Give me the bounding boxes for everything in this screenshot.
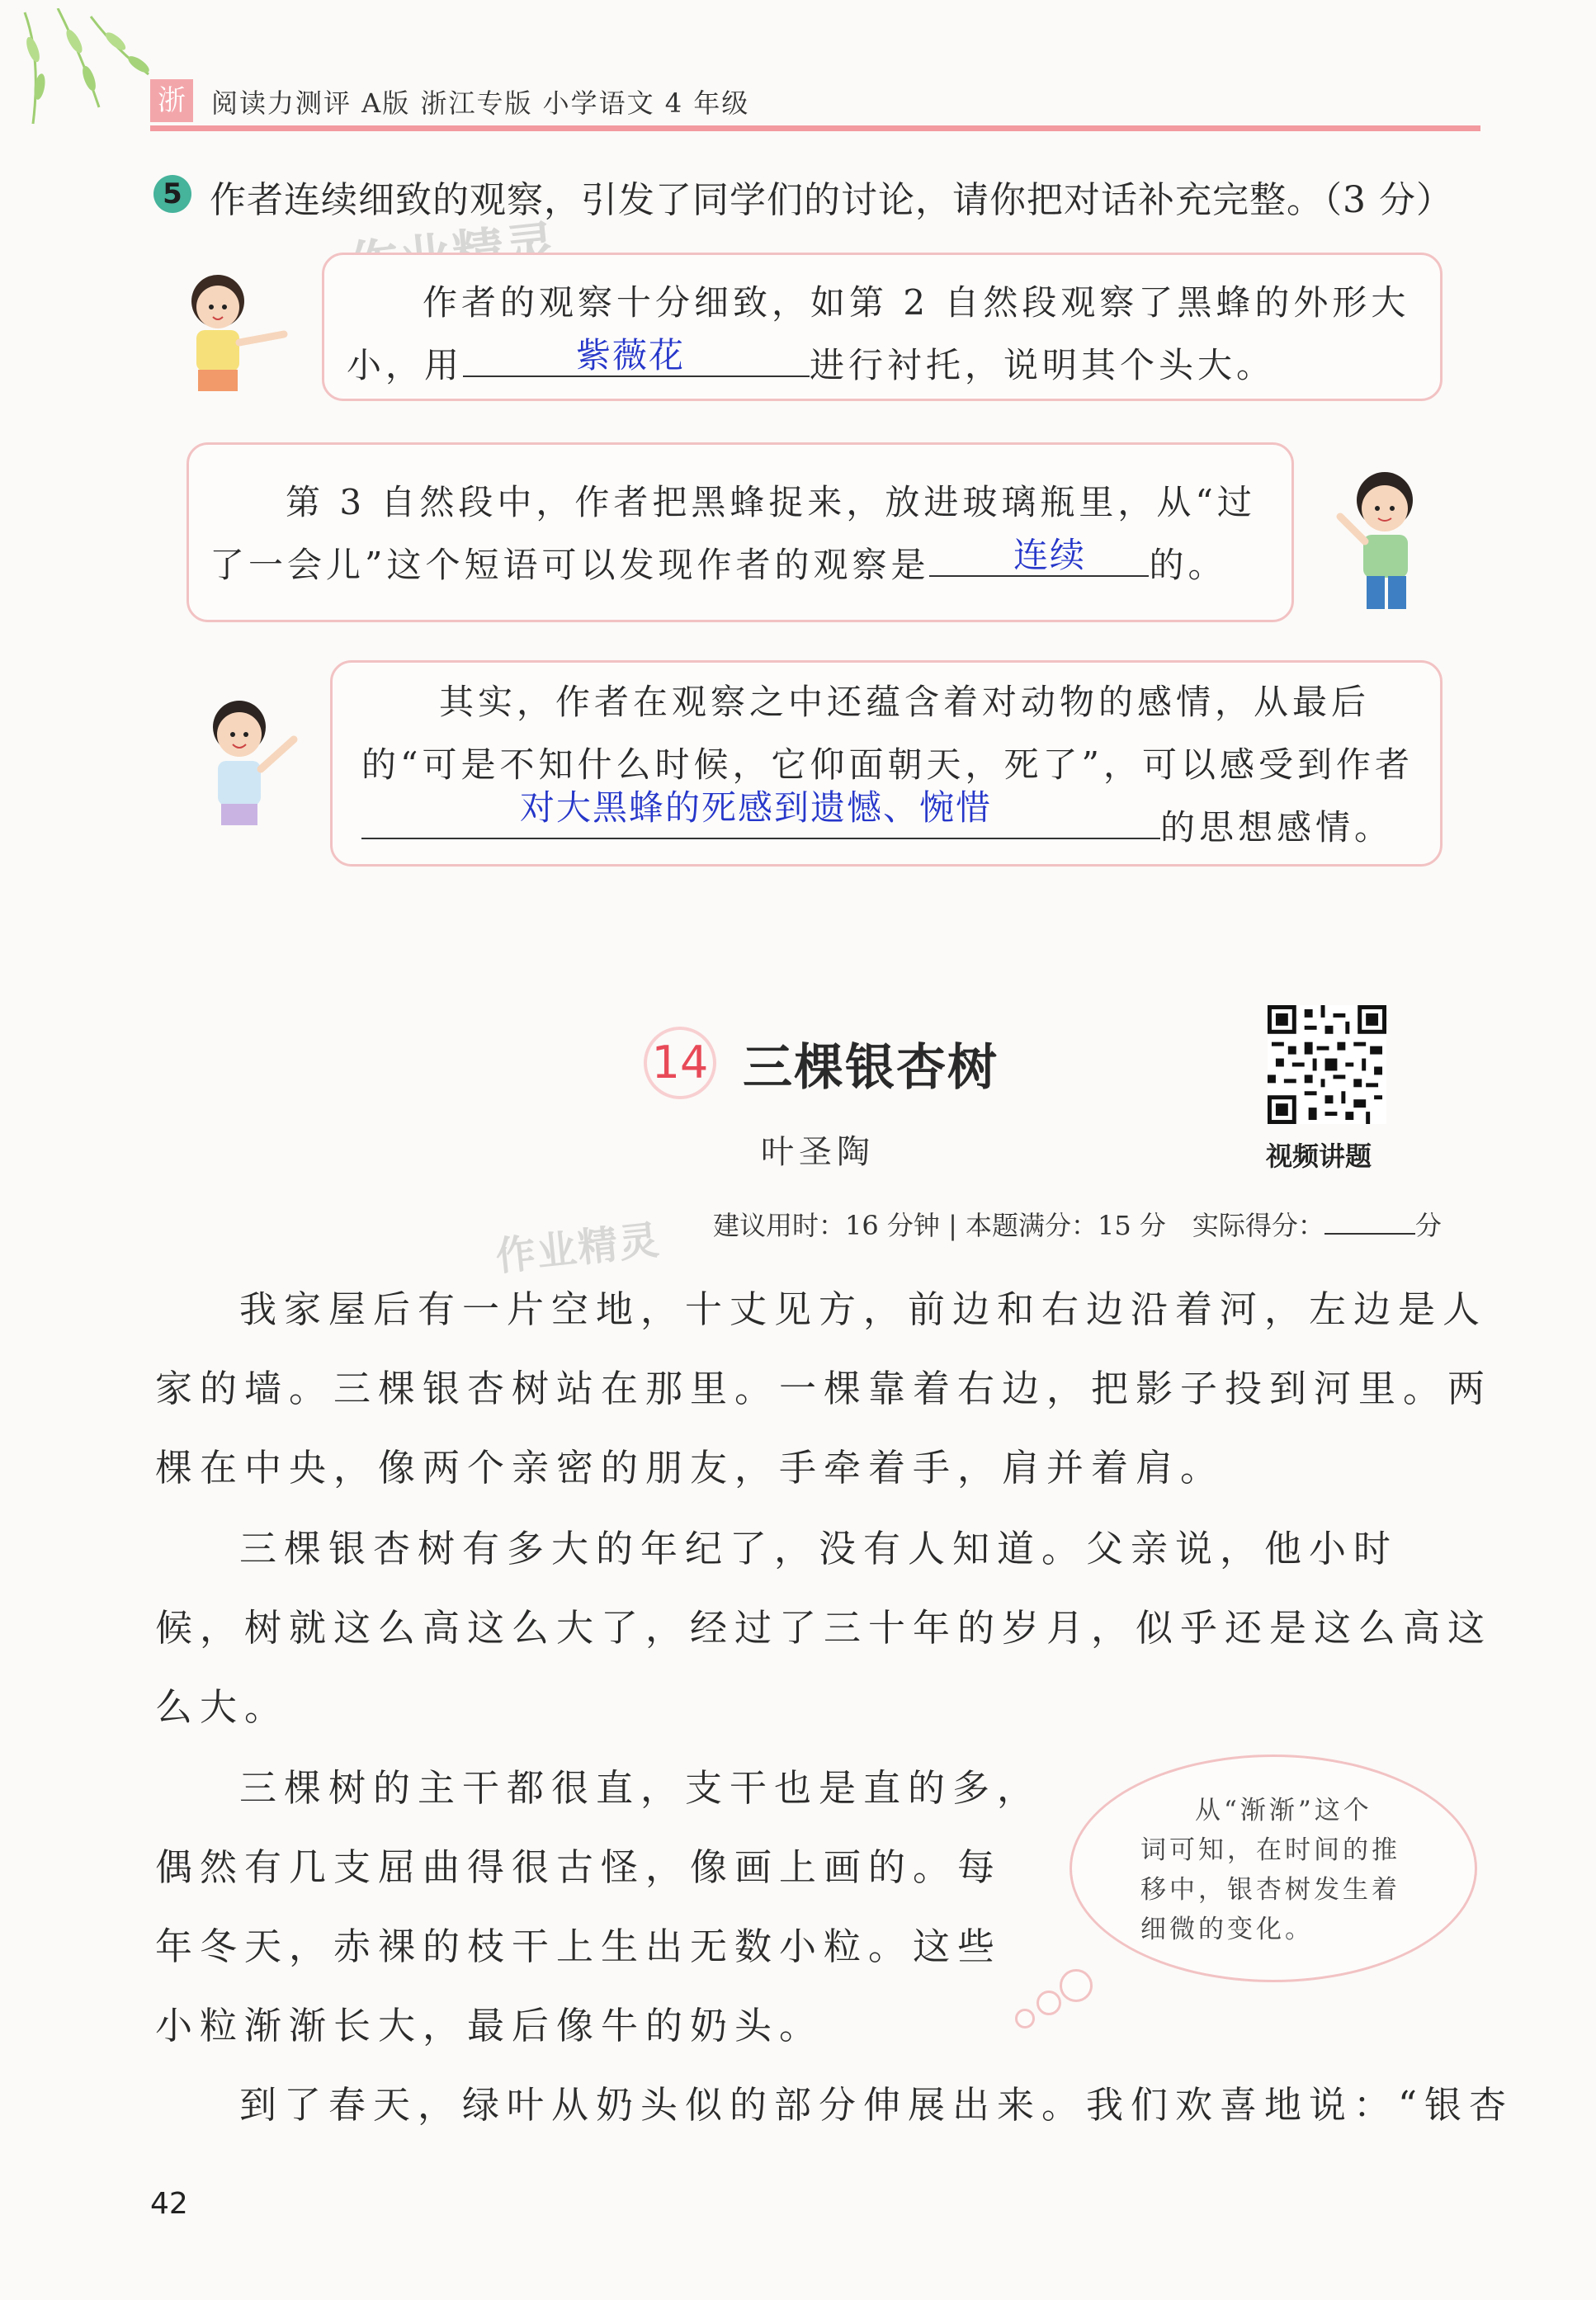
bubble-1-line-2-prefix: 小，用: [347, 345, 464, 385]
bubble-2-line-1: 第 3 自然段中，作者把黑蜂捉来，放进玻璃瓶里，从“过: [286, 482, 1256, 522]
paragraph-2-line-2: 候，树就这么高这么大了，经过了三十年的岁月，似乎还是这么高这: [155, 1606, 1493, 1650]
note-bubble-dot: [1015, 2009, 1035, 2028]
paragraph-3-line-4: 小粒渐渐长大，最后像牛的奶头。: [155, 2004, 824, 2047]
book-title: 阅读力测评 A版 浙江专版 小学语文 4 年级: [211, 87, 750, 119]
lesson-title: 三棵银杏树: [743, 1039, 999, 1097]
girl-illustration-icon: [160, 264, 300, 404]
side-note-line-4: 细微的变化。: [1140, 1915, 1314, 1944]
lesson-meta-text: 建议用时：16 分钟 | 本题满分：15 分 实际得分：: [713, 1210, 1324, 1241]
boy-waving-illustration-icon: [182, 690, 322, 847]
score-blank[interactable]: [1324, 1208, 1415, 1235]
side-note-line-2: 词可知，在时间的推: [1140, 1835, 1400, 1865]
bubble-3-line-3-suffix: 的思想感情。: [1160, 807, 1394, 848]
note-bubble-dot: [1060, 1969, 1093, 2002]
bubble-3-line-2: 的“可是不知什么时候，它仰面朝天，死了”，可以感受到作者: [361, 744, 1414, 785]
bubble-1-line-1: 作者的观察十分细致，如第 2 自然段观察了黑蜂的外形大: [423, 282, 1410, 323]
paragraph-4-line-1: 到了春天，绿叶从奶头似的部分伸展出来。我们欢喜地说：“银杏: [239, 2083, 1514, 2127]
handwritten-answer-3: 对大黑蜂的死感到遗憾、惋惜: [520, 787, 993, 828]
paragraph-2-line-1: 三棵银杏树有多大的年纪了，没有人知道。父亲说，他小时: [239, 1527, 1399, 1570]
willow-leaves-decoration: [8, 8, 173, 132]
paragraph-3-line-1: 三棵树的主干都很直，支干也是直的多，: [239, 1766, 1042, 1810]
boy-illustration-icon: [1319, 459, 1467, 616]
qr-code-icon[interactable]: [1268, 1005, 1386, 1124]
bubble-1-line-2-suffix: 进行衬托，说明其个头大。: [810, 345, 1276, 385]
handwritten-answer-1: 紫薇花: [576, 335, 686, 375]
paragraph-2-line-3: 么大。: [155, 1685, 290, 1729]
qr-code-label: 视频讲题: [1266, 1141, 1372, 1172]
side-note-line-1: 从“渐渐”这个: [1195, 1796, 1372, 1825]
province-tag: 浙: [150, 79, 193, 122]
bubble-2-line-2-suffix: 的。: [1149, 545, 1227, 585]
watermark: 作业精灵: [493, 1216, 663, 1281]
note-bubble-dot: [1036, 1991, 1061, 2015]
lesson-author: 叶圣陶: [761, 1133, 875, 1171]
dialogue-bubble-2: [187, 442, 1294, 622]
bubble-3-line-1: 其实，作者在观察之中还蕴含着对动物的感情，从最后: [439, 682, 1371, 722]
paragraph-1-line-2: 家的墙。三棵银杏树站在那里。一棵靠着右边，把影子投到河里。两: [155, 1367, 1493, 1410]
question-prompt: 作者连续细致的观察，引发了同学们的讨论，请你把对话补充完整。（3 分）: [210, 179, 1453, 221]
score-unit: 分: [1414, 1210, 1442, 1241]
page-number: 42: [150, 2187, 188, 2221]
paragraph-3-line-3: 年冬天，赤裸的枝干上生出无数小粒。这些: [155, 1925, 1003, 1968]
paragraph-1-line-3: 棵在中央，像两个亲密的朋友，手牵着手，肩并着肩。: [155, 1446, 1225, 1490]
handwritten-answer-2: 连续: [1013, 535, 1087, 575]
paragraph-3-line-2: 偶然有几支屈曲得很古怪，像画上画的。每: [155, 1845, 1003, 1889]
side-note-line-3: 移中，银杏树发生着: [1140, 1875, 1400, 1905]
lesson-meta: [713, 1205, 1442, 1243]
header-divider: [150, 125, 1480, 131]
bubble-1-line-2: [347, 338, 1275, 388]
lesson-number: 14: [644, 1027, 716, 1099]
question-number-badge: 5: [153, 175, 191, 213]
paragraph-1-line-1: 我家屋后有一片空地，十丈见方，前边和右边沿着河，左边是人: [239, 1287, 1488, 1331]
bubble-2-line-2-prefix: 了一会儿”这个短语可以发现作者的观察是: [210, 545, 930, 585]
